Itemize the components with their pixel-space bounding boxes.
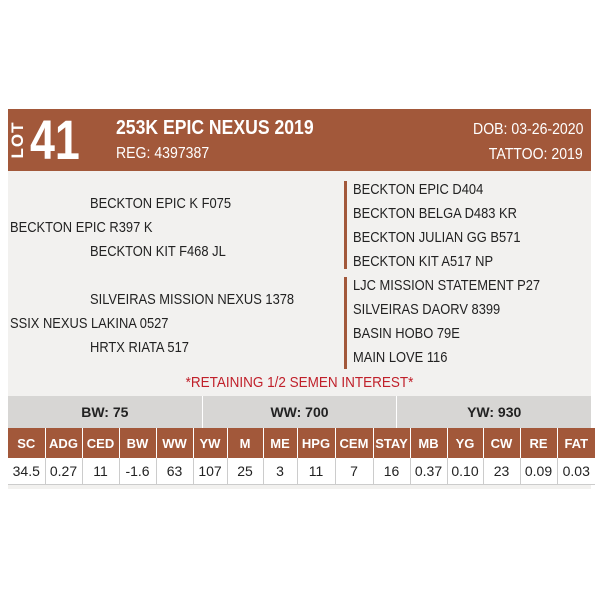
epd-header: RE: [520, 428, 557, 458]
epd-value: 0.27: [45, 458, 82, 485]
epd-value: 16: [373, 458, 410, 485]
pedigree-divider-bottom: [344, 277, 347, 369]
epd-header: WW: [156, 428, 193, 458]
epd-header: STAY: [373, 428, 410, 458]
epd-header-row: [8, 428, 595, 458]
epd-header: CW: [483, 428, 520, 458]
epd-value: 11: [82, 458, 119, 485]
epd-table: [8, 428, 595, 485]
epd-header: M: [227, 428, 263, 458]
epd-value: 63: [156, 458, 193, 485]
tattoo: TATTOO: 2019: [489, 146, 583, 163]
epd-header: ME: [263, 428, 297, 458]
epd-header: YW: [193, 428, 227, 458]
birth-weight: BW: 75: [8, 396, 203, 428]
epd-value: 7: [335, 458, 373, 485]
lot-header: [8, 109, 591, 171]
epd-header: CED: [82, 428, 119, 458]
epd-value: 0.03: [557, 458, 595, 485]
epd-value-row: [8, 458, 595, 485]
pedigree-dam-dam: HRTX RIATA 517: [90, 339, 189, 356]
weights-band: [8, 396, 591, 428]
pedigree-right-line: BASIN HOBO 79E: [353, 325, 460, 342]
registration-number: REG: 4397387: [116, 145, 210, 162]
pedigree-sire: BECKTON EPIC R397 K: [10, 219, 153, 236]
lot-label: LOT: [8, 121, 27, 159]
epd-value: 0.09: [520, 458, 557, 485]
epd-value: 25: [227, 458, 263, 485]
pedigree-sire-dam: BECKTON KIT F468 JL: [90, 243, 226, 260]
pedigree-dam: SSIX NEXUS LAKINA 0527: [10, 315, 169, 332]
retaining-note: *RETAINING 1/2 SEMEN INTEREST*: [185, 374, 414, 391]
epd-value: 0.37: [410, 458, 447, 485]
epd-value: 0.10: [447, 458, 483, 485]
pedigree-right-line: BECKTON KIT A517 NP: [353, 253, 494, 270]
pedigree-right-line: BECKTON JULIAN GG B571: [353, 229, 521, 246]
epd-value: 11: [297, 458, 335, 485]
epd-value: 34.5: [8, 458, 45, 485]
epd-header: ADG: [45, 428, 82, 458]
pedigree-divider-top: [344, 181, 347, 269]
epd-value: 107: [193, 458, 227, 485]
pedigree-dam-sire: SILVEIRAS MISSION NEXUS 1378: [90, 291, 295, 308]
pedigree-right-line: LJC MISSION STATEMENT P27: [353, 277, 541, 294]
epd-header: CEM: [335, 428, 373, 458]
pedigree-right-line: BECKTON EPIC D404: [353, 181, 484, 198]
pedigree-right-line: MAIN LOVE 116: [353, 349, 448, 366]
epd-header: HPG: [297, 428, 335, 458]
epd-value: 23: [483, 458, 520, 485]
pedigree-right-line: BECKTON BELGA D483 KR: [353, 205, 517, 222]
lot-number: 41: [30, 108, 80, 171]
epd-header: YG: [447, 428, 483, 458]
epd-value: -1.6: [119, 458, 156, 485]
pedigree-right-line: SILVEIRAS DAORV 8399: [353, 301, 501, 318]
epd-header: FAT: [557, 428, 595, 458]
epd-header: SC: [8, 428, 45, 458]
epd-header: MB: [410, 428, 447, 458]
yearling-weight: YW: 930: [467, 404, 522, 420]
weaning-weight: WW: 700: [203, 396, 398, 428]
lot-card: [8, 109, 591, 489]
pedigree-sire-sire: BECKTON EPIC K F075: [90, 195, 231, 212]
epd-header: BW: [119, 428, 156, 458]
date-of-birth: DOB: 03-26-2020: [472, 121, 583, 138]
epd-value: 3: [263, 458, 297, 485]
animal-name: 253K EPIC NEXUS 2019: [116, 117, 314, 139]
